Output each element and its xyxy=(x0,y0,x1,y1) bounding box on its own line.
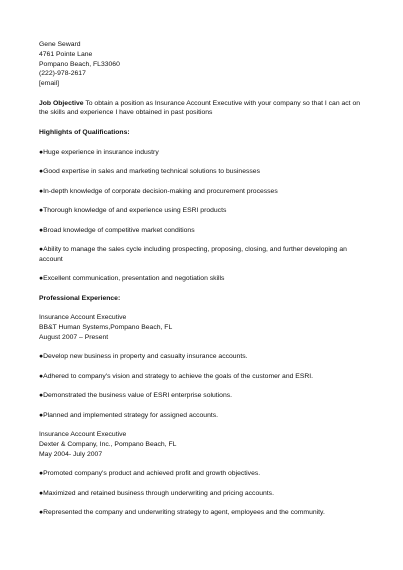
job-bullet: ●Planned and implemented strategy for assigned accounts. xyxy=(39,411,219,419)
qualifications-list xyxy=(39,148,369,285)
qualification-item: ●Huge experience in insurance industry xyxy=(39,148,159,156)
job-company: Dexter & Company, Inc., Pompano Beach, FL xyxy=(39,440,177,448)
job-1-bullets xyxy=(39,352,369,420)
objective-text: To obtain a position as Insurance Account Executive with your company so that I can act on the skills and experience I have obtained in past positions xyxy=(39,99,361,117)
qualification-item: ●Excellent communication, presentation and negotiation skills xyxy=(39,275,225,283)
job-objective xyxy=(39,99,369,119)
contact-name: Gene Seward xyxy=(39,41,81,48)
contact-city: Pompano Beach, FL33060 xyxy=(39,60,120,68)
job-bullet: ●Develop new business in property and casualty insurance accounts. xyxy=(39,353,248,361)
job-title: Insurance Account Executive xyxy=(39,431,127,439)
contact-email: [email] xyxy=(39,80,60,88)
job-title: Insurance Account Executive xyxy=(39,314,127,322)
job-entry-1 xyxy=(39,313,369,342)
resume-page xyxy=(39,40,369,528)
job-dates: August 2007 – Present xyxy=(39,333,109,341)
contact-phone: (222)-978-2617 xyxy=(39,70,86,78)
job-bullet: ●Represented the company and underwriting strategy to agent, employees and the community. xyxy=(39,509,325,517)
contact-street: 4761 Pointe Lane xyxy=(39,50,93,58)
qualification-item: ●Ability to manage the sales cycle including prospecting, proposing, closing, and further developing an account xyxy=(39,245,347,263)
objective-label: Job Objective xyxy=(39,99,84,107)
job-entry-2 xyxy=(39,430,369,459)
job-dates: May 2004- July 2007 xyxy=(39,450,103,458)
job-bullet: ●Maximized and retained business through underwriting and pricing accounts. xyxy=(39,489,274,497)
job-bullet: ●Demonstrated the business value of ESRI enterprise solutions. xyxy=(39,392,233,400)
job-bullet: ●Promoted company's product and achieved profit and growth objectives. xyxy=(39,470,261,478)
qualifications-heading: Highlights of Qualifications: xyxy=(39,129,130,137)
qualification-item: ●In-depth knowledge of corporate decision-making and procurement processes xyxy=(39,187,278,195)
job-2-bullets xyxy=(39,469,369,518)
qualification-item: ●Thorough knowledge of and experience using ESRI products xyxy=(39,207,227,215)
qualification-item: ●Broad knowledge of competitive market conditions xyxy=(39,226,195,234)
experience-heading: Professional Experience: xyxy=(39,294,121,302)
job-company: BB&T Human Systems,Pompano Beach, FL xyxy=(39,323,173,331)
contact-block xyxy=(39,40,369,89)
qualification-item: ●Good expertise in sales and marketing technical solutions to businesses xyxy=(39,168,260,176)
job-bullet: ●Adhered to company's vision and strategy to achieve the goals of the customer and ESRI. xyxy=(39,372,314,380)
